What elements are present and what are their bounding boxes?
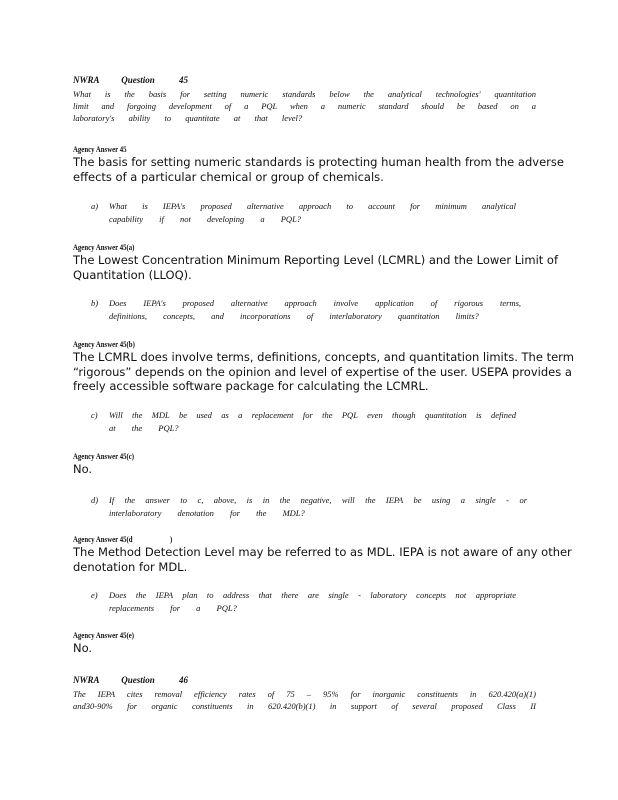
sub-question-line: replacements for a PQL? (109, 603, 237, 613)
sub-question-b (91, 297, 521, 325)
answer-text: No. (73, 462, 93, 476)
answer-text: The LCMRL does involve terms, definitions, concepts, and quantitation limits. The term “rigorous” depends on the opinion and level of expertise of the user. USEPA provides a freely accessible software package for calculating the LCMRL. (73, 350, 574, 393)
question-number: 45 (179, 75, 189, 85)
sub-question-line: definitions, concepts, and incorporations of interlaboratory quantitation limits? (109, 311, 479, 321)
question-org: NWRA (73, 675, 100, 685)
answer-text: The basis for setting numeric standards is protecting human health from the adverse effects of a particular chemical or group of chemicals. (73, 155, 564, 184)
sub-question-c (91, 409, 516, 437)
question-number: 46 (179, 675, 189, 685)
sub-question-letter: a) (91, 201, 99, 211)
question-org: NWRA (73, 75, 100, 85)
answer-45a (73, 243, 593, 282)
answer-heading: Agency Answer 45(b) (73, 340, 135, 349)
sub-question-letter: b) (91, 298, 99, 308)
answer-text: The Method Detection Level may be referred to as MDL. IEPA is not aware of any other denotation for MDL. (73, 545, 572, 574)
sub-question-line: What is IEPA's proposed alternative approach to account for minimum analytical (109, 201, 516, 211)
question-line: laboratory's ability to quantitate at that level? (73, 113, 303, 123)
question-46-heading (73, 675, 536, 685)
question-45-heading (73, 75, 536, 85)
question-line: What is the basis for setting numeric standards below the analytical technologies' quantitation (73, 89, 536, 99)
question-label: Question (121, 675, 155, 685)
answer-heading (73, 535, 515, 545)
answer-45b (73, 340, 593, 394)
question-line: The IEPA cites removal efficiency rates of 75 – 95% for inorganic constituents in 620.420(a)(1) (73, 689, 536, 699)
answer-45c (73, 452, 593, 477)
sub-question-letter: d) (91, 495, 99, 505)
sub-question-e (91, 589, 516, 617)
answer-text: No. (73, 641, 93, 655)
answer-heading: Agency Answer 45(e) (73, 631, 135, 640)
question-45-text (73, 88, 536, 124)
answer-heading: Agency Answer 45 (73, 145, 127, 154)
sub-question-line: Will the MDL be used as a replacement for the PQL even though quantitation is defined (109, 410, 516, 420)
answer-45e (73, 631, 593, 656)
question-46 (73, 675, 536, 712)
sub-question-line: If the answer to c, above, is in the negative, will the IEPA be using a single - or (109, 495, 527, 505)
sub-question-line: capability if not developing a PQL? (109, 214, 302, 224)
answer-heading-paren: ) (169, 535, 173, 544)
question-label: Question (121, 75, 155, 85)
sub-question-line: Does IEPA's proposed alternative approach involve application of rigorous terms, (109, 298, 521, 308)
question-46-text (73, 688, 536, 712)
answer-heading: Agency Answer 45(c) (73, 452, 135, 461)
sub-question-a (91, 200, 516, 228)
answer-45d (73, 535, 593, 574)
answer-heading: Agency Answer 45(a) (73, 243, 135, 252)
sub-question-d (91, 494, 527, 522)
sub-question-line: interlaboratory denotation for the MDL? (109, 508, 305, 518)
sub-question-letter: e) (91, 590, 98, 600)
question-line: and30-90% for organic constituents in 620.420(b)(1) in support of several proposed Class II (73, 701, 536, 711)
answer-text: The Lowest Concentration Minimum Reporting Level (LCMRL) and the Lower Limit of Quantitation (LLOQ). (73, 253, 559, 282)
sub-question-line: Does the IEPA plan to address that there are single - laboratory concepts not appropriate (109, 590, 516, 600)
sub-question-letter: c) (91, 410, 98, 420)
answer-45 (73, 145, 593, 184)
question-45 (73, 75, 536, 124)
answer-heading-main: Agency Answer 45(d (73, 535, 133, 544)
question-line: limit and forgoing development of a PQL when a numeric standard should be based on a (73, 101, 536, 111)
sub-question-line: at the PQL? (109, 423, 179, 433)
